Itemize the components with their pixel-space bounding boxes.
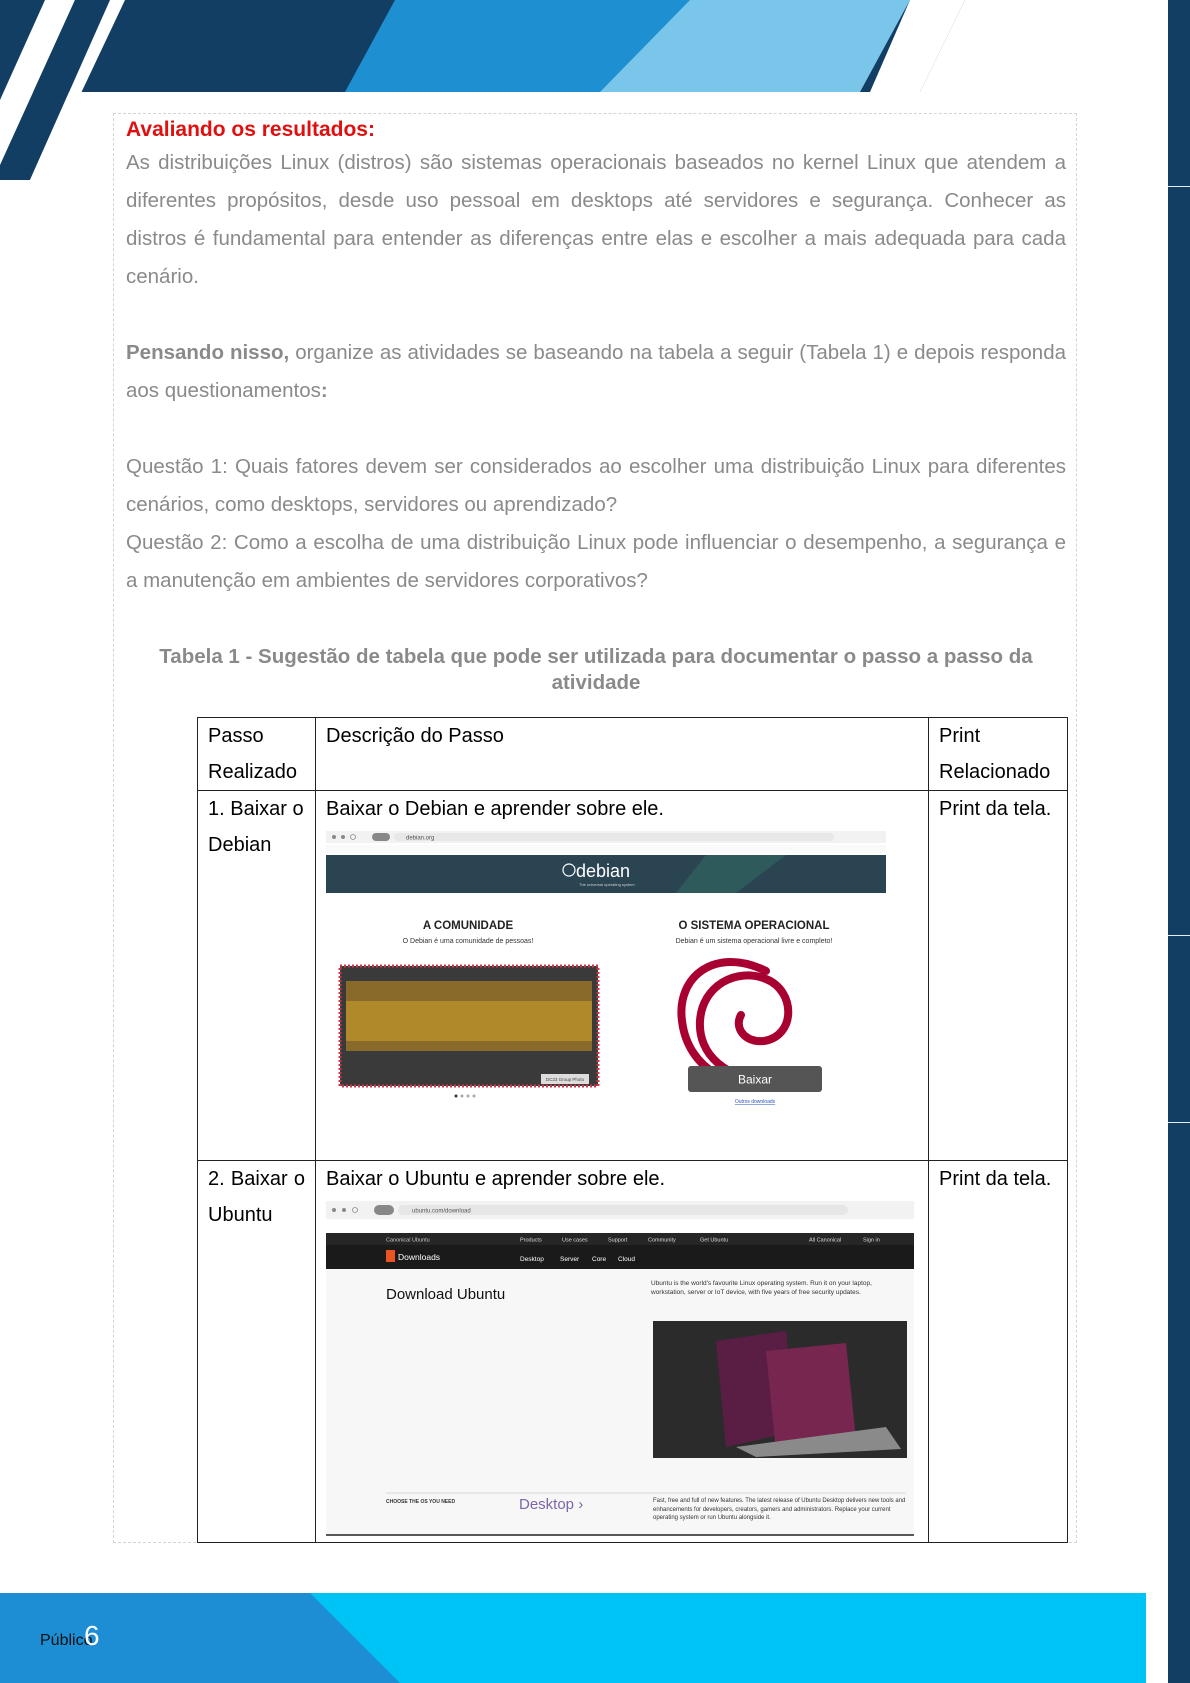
debian-download-button: Baixar (737, 1072, 773, 1087)
debian-logo-text: debian (576, 861, 631, 881)
intro-paragraph: As distribuições Linux (distros) são sistemas operacionais baseados no kernel Linux que atendem a diferentes propósitos, desde uso pessoal em desktops até servidores e segurança. Conhecer as distros é fundamental para entender as diferenças entre elas e escolher a mais adequada para cada cenário. (126, 151, 1066, 288)
table-row (198, 791, 1068, 1161)
ubuntu-subnav-cloud: Cloud (618, 1256, 635, 1263)
ubuntu-nav-products: Products (520, 1237, 542, 1244)
forward-icon (341, 835, 345, 839)
prompt-text: organize as atividades se baseando na tabela a seguir (Tabela 1) e depois responda aos questionamentos (126, 341, 1066, 402)
prompt-bold: Pensando nisso, (126, 341, 290, 364)
prompt-colon: : (320, 379, 328, 402)
debian-col2-sub: Debian é um sistema operacional livre e completo! (675, 938, 833, 945)
debian-other-downloads: Outros downloads (734, 1099, 776, 1105)
ubuntu-brand: Canonical Ubuntu (386, 1237, 430, 1244)
ubuntu-screenshot (326, 1201, 914, 1539)
content-frame (113, 113, 1077, 1543)
debian-url: debian.org (406, 835, 435, 842)
description-text: Baixar o Debian e aprender sobre ele. (326, 798, 664, 820)
description-cell (316, 791, 929, 1161)
ubuntu-url: ubuntu.com/download (412, 1208, 471, 1215)
header-step: Passo Realizado (198, 718, 316, 791)
description-text: Baixar o Ubuntu e aprender sobre ele. (326, 1168, 666, 1190)
ubuntu-logo-icon (386, 1250, 395, 1262)
ubuntu-desktop-blurb: Fast, free and full of new features. The latest release of Ubuntu Desktop delivers new tools and enhancements for developers, creators, gamers and administrators. Replace your current operating system or run Ubuntu alongside it. (653, 1498, 906, 1521)
header-print: Print Relacionado (929, 718, 1068, 791)
right-edge-bar (1168, 0, 1190, 1683)
question-2: Questão 2: Como a escolha de uma distribuição Linux pode influenciar o desempenho, a segurança e a manutenção em ambientes de servidores corporativos? (126, 531, 1066, 592)
description-cell (316, 1161, 929, 1543)
back-icon (332, 835, 336, 839)
debian-screenshot (326, 831, 886, 1121)
ubuntu-nav-get-ubuntu: Get Ubuntu (700, 1237, 729, 1244)
debian-col1-title: A COMUNIDADE (422, 920, 514, 932)
ubuntu-desktop-link: Desktop › (519, 1496, 584, 1513)
ubuntu-choose-label: CHOOSE THE OS YOU NEED (386, 1499, 456, 1505)
steps-table (197, 717, 1068, 1543)
ubuntu-title: Download Ubuntu (386, 1286, 506, 1303)
print-cell: Print da tela. (929, 791, 1068, 1161)
table-row (198, 1161, 1068, 1543)
ubuntu-nav-community: Community (648, 1237, 676, 1244)
debian-col1-sub: O Debian é uma comunidade de pessoas! (402, 938, 534, 945)
step-cell: 1. Baixar o Debian (198, 791, 316, 1161)
debian-col2-title: O SISTEMA OPERACIONAL (678, 920, 830, 932)
table-header-row (198, 718, 1068, 791)
ubuntu-section: Downloads (398, 1252, 441, 1262)
ubuntu-blurb: Ubuntu is the world's favourite Linux operating system. Run it on your laptop, workstation, server or IoT device, with five years of free security updates. (651, 1280, 872, 1296)
ubuntu-subnav-desktop: Desktop (520, 1256, 544, 1263)
prompt-paragraph (126, 334, 1066, 410)
footer-banner (0, 1593, 1146, 1683)
question-1: Questão 1: Quais fatores devem ser considerados ao escolher uma distribuição Linux para diferentes cenários, como desktops, servidores ou aprendizado? (126, 455, 1066, 516)
ubuntu-nav-all-canonical: All Canonical (809, 1237, 842, 1244)
step-cell: 2. Baixar o Ubuntu (198, 1161, 316, 1543)
debian-photo-tag: DC23 Group Photo (545, 1077, 585, 1082)
print-cell: Print da tela. (929, 1161, 1068, 1543)
footer-label: Público (40, 1632, 93, 1649)
ubuntu-nav-use-cases: Use cases (562, 1237, 588, 1244)
table-caption: Tabela 1 - Sugestão de tabela que pode ser utilizada para documentar o passo a passo da atividade (159, 645, 1033, 694)
header-description: Descrição do Passo (316, 718, 929, 791)
ubuntu-subnav-core: Core (592, 1256, 607, 1263)
back-icon (332, 1208, 336, 1212)
ubuntu-subnav-server: Server (560, 1256, 580, 1263)
section-heading: Avaliando os resultados: (126, 118, 375, 141)
ubuntu-nav-sign-in: Sign in (863, 1237, 880, 1244)
page-number: 6 (84, 1620, 100, 1651)
ubuntu-nav-support: Support (608, 1237, 628, 1244)
debian-tagline: The universal operating system (579, 882, 635, 887)
forward-icon (342, 1208, 346, 1212)
